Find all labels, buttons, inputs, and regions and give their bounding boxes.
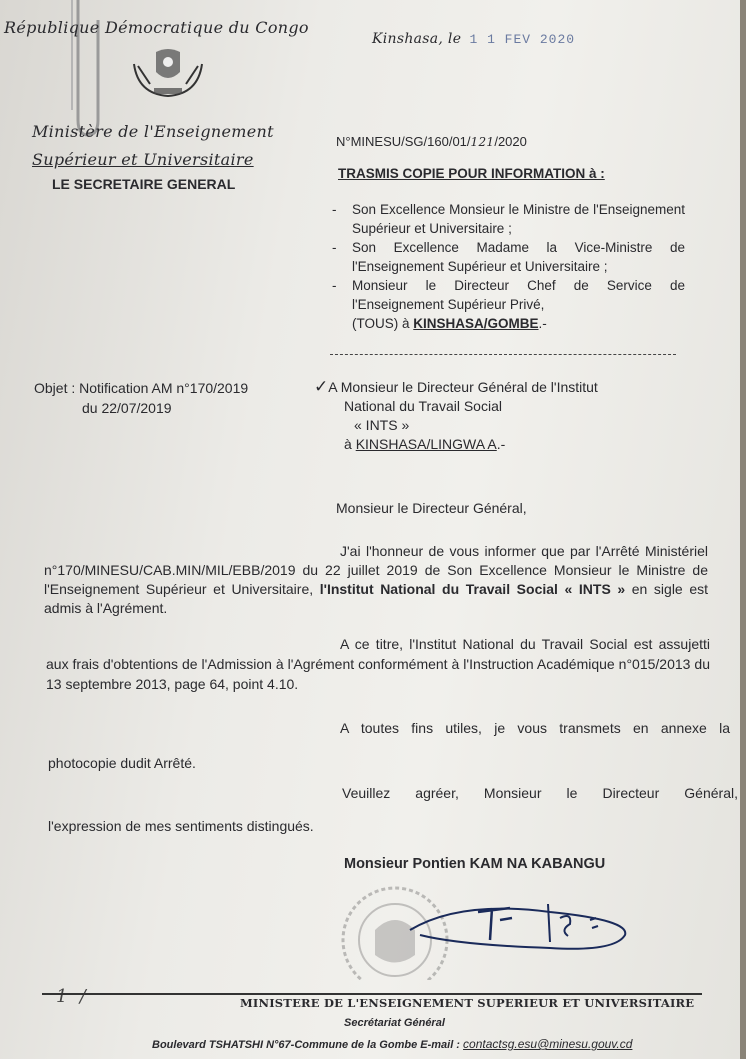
copies-list-item: - Son Excellence Madame la Vice-Ministre de l'Enseignement Supérieur et Universitaire ; (330, 238, 685, 276)
footer-divider (42, 993, 702, 995)
object-line-1: Objet : Notification AM n°170/2019 (34, 380, 249, 396)
recipient-block (314, 378, 598, 453)
check-mark-icon: ✓ (314, 377, 329, 396)
paragraph-4-line-1: Veuillez agréer, Monsieur le Directeur Général, (342, 785, 738, 801)
reference-number (336, 134, 527, 149)
recipient-line-2: National du Travail Social (344, 398, 502, 414)
paragraph-1-text-b: en sigle est admis à l'Agrément. (44, 581, 708, 616)
date-stamp: 1 1 FEV 2020 (469, 32, 576, 47)
copies-all-place: KINSHASA/GOMBE (413, 316, 539, 331)
handwritten-initials: 1 / (56, 986, 87, 1007)
paragraph-1 (44, 542, 708, 618)
paragraph-1-text-a: J'ai l'honneur de vous informer que par l'Arrêté Ministériel n°170/MINESU/CAB.MIN/MIL/EBB/2019 du 22 juillet 2019 de Son Excellence Monsieur le Ministre de l'Enseignement Supérieur et Universitaire, (44, 543, 708, 597)
reference-year: /2020 (494, 134, 527, 149)
copies-all-suffix: .- (538, 316, 547, 331)
paragraph-1-bold: l'Institut National du Travail Social « INTS » (319, 581, 626, 597)
divider-line (330, 354, 676, 355)
footer-secretariat: Secrétariat Général (344, 1017, 445, 1029)
recipient-line-3: « INTS » (354, 417, 410, 433)
footer-email-link[interactable]: contactsg.esu@minesu.gouv.cd (463, 1037, 633, 1051)
ministry-line-2: Supérieur et Universitaire (32, 150, 254, 169)
footer-address: Boulevard TSHATSHI N°67-Commune de la Gombe E-mail : (152, 1039, 464, 1051)
paragraph-4-line-2: l'expression de mes sentiments distingués. (48, 818, 314, 834)
reference-prefix: N°MINESU/SG/160/01/ (336, 134, 471, 149)
copies-all-line (330, 314, 685, 333)
signatory-name: Monsieur Pontien KAM NA KABANGU (344, 856, 606, 872)
copies-list (330, 200, 685, 333)
reference-handwritten: 121 (470, 135, 495, 149)
republic-name: République Démocratique du Congo (4, 18, 309, 37)
handwritten-signature (400, 890, 640, 970)
recipient-line-4 (314, 436, 598, 453)
copies-list-item: - Monsieur le Directeur Chef de Service de l'Enseignement Supérieur Privé, (330, 276, 685, 314)
place-date (372, 30, 575, 47)
copies-heading: TRASMIS COPIE POUR INFORMATION à : (338, 166, 605, 181)
place-date-prefix: Kinshasa, le (372, 31, 462, 47)
paragraph-2: A ce titre, l'Institut National du Travail Social est assujetti aux frais d'obtentions de l'Admission à l'Agrément conformément à l'Instruction Académique n°015/2013 du 13 septembre 2013, page 64, point 4.10. (46, 636, 710, 692)
paragraph-3-line-2: photocopie dudit Arrêté. (48, 755, 196, 771)
object-line-2: du 22/07/2019 (82, 400, 172, 416)
recipient-line-4-suffix: .- (496, 436, 506, 452)
paragraph-3-line-1: A toutes fins utiles, je vous transmets en annexe la (340, 720, 730, 736)
copies-all-prefix: (TOUS) à (352, 316, 414, 331)
recipient-place: KINSHASA/LINGWA A (355, 436, 497, 452)
ministry-line-1: Ministère de l'Enseignement (32, 122, 274, 141)
salutation: Monsieur le Directeur Général, (336, 500, 527, 516)
recipient-line-1: A Monsieur le Directeur Général de l'Institut (328, 379, 598, 395)
coat-of-arms-emblem (128, 44, 208, 102)
recipient-line-4-prefix: à (344, 436, 356, 452)
copies-list-item: - Son Excellence Monsieur le Ministre de l'Enseignement Supérieur et Universitaire ; (330, 200, 685, 238)
footer-address-line (152, 1037, 632, 1051)
secretary-general-title: LE SECRETAIRE GENERAL (52, 176, 236, 192)
footer-ministry: MINISTERE DE L'ENSEIGNEMENT SUPERIEUR ET UNIVERSITAIRE (240, 996, 695, 1010)
